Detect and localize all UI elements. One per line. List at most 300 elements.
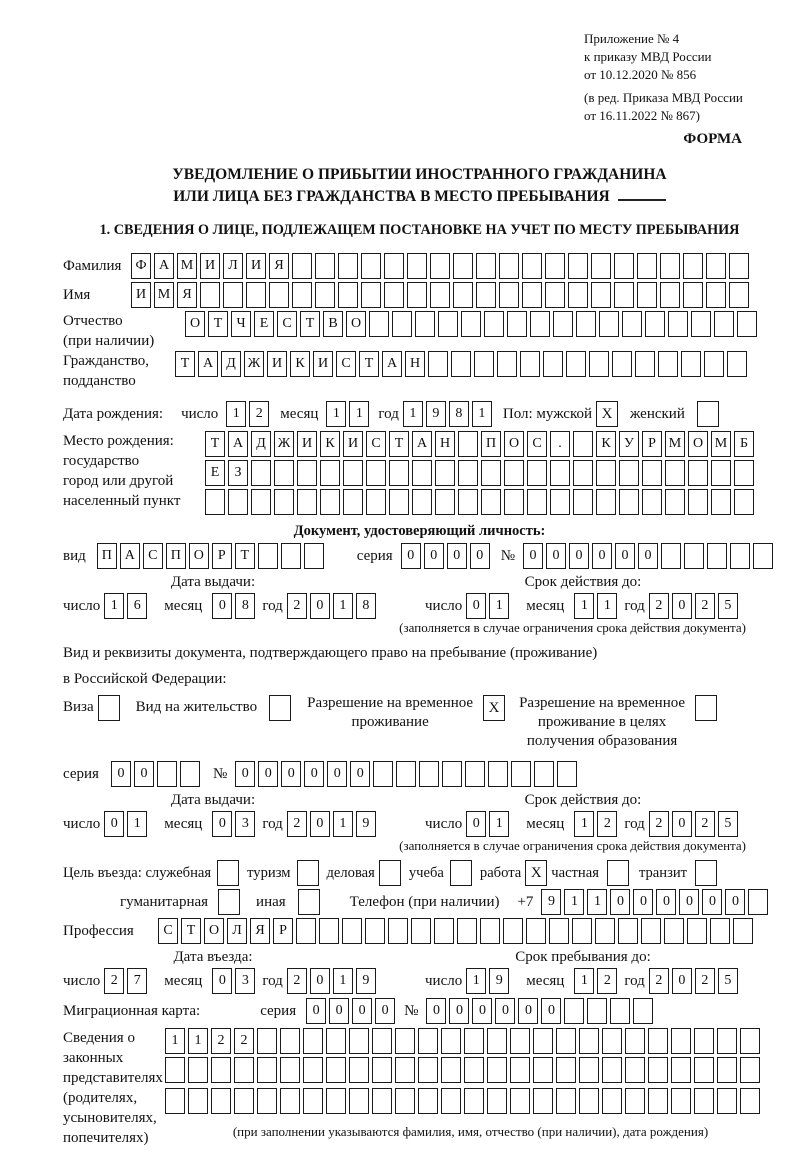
char-cell[interactable]: С	[366, 431, 386, 457]
identity-issue-year-cells[interactable]	[287, 593, 379, 619]
char-cell[interactable]	[205, 489, 225, 515]
surname-cells[interactable]	[131, 253, 752, 279]
char-cell[interactable]: 1	[489, 811, 509, 837]
char-cell[interactable]	[641, 918, 661, 944]
char-cell[interactable]: 0	[134, 761, 154, 787]
char-cell[interactable]: О	[185, 311, 205, 337]
char-cell[interactable]	[349, 1028, 369, 1054]
char-cell[interactable]	[625, 1088, 645, 1114]
checkbox-residence-permit[interactable]	[269, 695, 291, 721]
char-cell[interactable]	[503, 918, 523, 944]
char-cell[interactable]: 0	[424, 543, 444, 569]
char-cell[interactable]	[683, 253, 703, 279]
char-cell[interactable]: И	[246, 253, 266, 279]
char-cell[interactable]: 1	[326, 401, 346, 427]
char-cell[interactable]	[717, 1088, 737, 1114]
migration-card-series-cells[interactable]	[306, 998, 398, 1024]
char-cell[interactable]	[338, 253, 358, 279]
char-cell[interactable]: 0	[592, 543, 612, 569]
char-cell[interactable]	[507, 311, 527, 337]
char-cell[interactable]: О	[504, 431, 524, 457]
char-cell[interactable]	[688, 489, 708, 515]
char-cell[interactable]: 2	[597, 968, 617, 994]
char-cell[interactable]: .	[550, 431, 570, 457]
char-cell[interactable]	[228, 489, 248, 515]
char-cell[interactable]	[497, 351, 517, 377]
char-cell[interactable]	[688, 460, 708, 486]
char-cell[interactable]	[579, 1028, 599, 1054]
char-cell[interactable]	[530, 311, 550, 337]
char-cell[interactable]: Я	[269, 253, 289, 279]
representatives-cells-row2[interactable]	[165, 1057, 763, 1083]
char-cell[interactable]: 0	[569, 543, 589, 569]
char-cell[interactable]	[694, 1057, 714, 1083]
stay-until-day-cells[interactable]	[466, 968, 512, 994]
char-cell[interactable]: Е	[205, 460, 225, 486]
char-cell[interactable]: 0	[672, 593, 692, 619]
char-cell[interactable]	[246, 282, 266, 308]
char-cell[interactable]	[614, 282, 634, 308]
char-cell[interactable]	[389, 489, 409, 515]
char-cell[interactable]	[671, 1057, 691, 1083]
char-cell[interactable]: 2	[104, 968, 124, 994]
char-cell[interactable]	[303, 1057, 323, 1083]
char-cell[interactable]: 8	[449, 401, 469, 427]
char-cell[interactable]	[366, 489, 386, 515]
char-cell[interactable]	[740, 1028, 760, 1054]
char-cell[interactable]: Т	[208, 311, 228, 337]
char-cell[interactable]: 0	[104, 811, 124, 837]
char-cell[interactable]	[504, 460, 524, 486]
char-cell[interactable]: 0	[212, 968, 232, 994]
char-cell[interactable]	[661, 543, 681, 569]
char-cell[interactable]: 0	[310, 593, 330, 619]
char-cell[interactable]	[573, 460, 593, 486]
char-cell[interactable]: 1	[574, 968, 594, 994]
char-cell[interactable]	[527, 460, 547, 486]
char-cell[interactable]: С	[527, 431, 547, 457]
char-cell[interactable]: 0	[212, 593, 232, 619]
char-cell[interactable]	[430, 253, 450, 279]
char-cell[interactable]	[315, 253, 335, 279]
stay-until-year-cells[interactable]	[649, 968, 741, 994]
char-cell[interactable]	[734, 460, 754, 486]
char-cell[interactable]	[614, 253, 634, 279]
char-cell[interactable]	[274, 460, 294, 486]
char-cell[interactable]	[556, 1088, 576, 1114]
char-cell[interactable]	[527, 489, 547, 515]
identity-doc-number-cells[interactable]	[523, 543, 776, 569]
char-cell[interactable]	[714, 311, 734, 337]
char-cell[interactable]	[549, 918, 569, 944]
char-cell[interactable]: Т	[300, 311, 320, 337]
char-cell[interactable]	[664, 918, 684, 944]
char-cell[interactable]	[315, 282, 335, 308]
char-cell[interactable]	[428, 351, 448, 377]
phone-digit-cells[interactable]	[541, 889, 771, 915]
char-cell[interactable]: С	[336, 351, 356, 377]
char-cell[interactable]	[633, 998, 653, 1024]
char-cell[interactable]	[684, 543, 704, 569]
char-cell[interactable]: 0	[672, 811, 692, 837]
char-cell[interactable]	[165, 1088, 185, 1114]
char-cell[interactable]	[280, 1088, 300, 1114]
char-cell[interactable]: 2	[211, 1028, 231, 1054]
checkbox-male[interactable]: X	[596, 401, 618, 427]
profession-cells[interactable]	[158, 918, 756, 944]
char-cell[interactable]	[319, 918, 339, 944]
char-cell[interactable]: 0	[472, 998, 492, 1024]
checkbox-purpose-private[interactable]	[607, 860, 629, 886]
char-cell[interactable]	[511, 761, 531, 787]
char-cell[interactable]: П	[97, 543, 117, 569]
char-cell[interactable]	[587, 998, 607, 1024]
char-cell[interactable]	[740, 1057, 760, 1083]
char-cell[interactable]	[342, 918, 362, 944]
checkbox-temp-residence-permit[interactable]: X	[483, 695, 505, 721]
char-cell[interactable]	[326, 1057, 346, 1083]
char-cell[interactable]	[704, 351, 724, 377]
identity-doc-series-cells[interactable]	[401, 543, 493, 569]
char-cell[interactable]	[211, 1088, 231, 1114]
char-cell[interactable]	[365, 918, 385, 944]
char-cell[interactable]: 9	[356, 968, 376, 994]
checkbox-purpose-business[interactable]	[379, 860, 401, 886]
char-cell[interactable]	[372, 1088, 392, 1114]
char-cell[interactable]	[642, 489, 662, 515]
char-cell[interactable]	[372, 1028, 392, 1054]
char-cell[interactable]	[706, 282, 726, 308]
char-cell[interactable]	[251, 460, 271, 486]
char-cell[interactable]	[717, 1028, 737, 1054]
stay-until-month-cells[interactable]	[574, 968, 620, 994]
char-cell[interactable]	[464, 1028, 484, 1054]
char-cell[interactable]	[510, 1028, 530, 1054]
char-cell[interactable]	[188, 1057, 208, 1083]
char-cell[interactable]: 0	[401, 543, 421, 569]
char-cell[interactable]	[576, 311, 596, 337]
char-cell[interactable]	[343, 489, 363, 515]
char-cell[interactable]	[292, 282, 312, 308]
char-cell[interactable]	[303, 1028, 323, 1054]
char-cell[interactable]	[625, 1028, 645, 1054]
char-cell[interactable]	[694, 1028, 714, 1054]
char-cell[interactable]: 1	[165, 1028, 185, 1054]
char-cell[interactable]	[619, 489, 639, 515]
birth-month-cells[interactable]	[326, 401, 372, 427]
char-cell[interactable]	[648, 1028, 668, 1054]
char-cell[interactable]: Т	[359, 351, 379, 377]
char-cell[interactable]	[748, 889, 768, 915]
char-cell[interactable]: 0	[375, 998, 395, 1024]
char-cell[interactable]: 0	[350, 761, 370, 787]
char-cell[interactable]: 0	[518, 998, 538, 1024]
char-cell[interactable]: О	[189, 543, 209, 569]
char-cell[interactable]: 2	[287, 811, 307, 837]
char-cell[interactable]	[338, 282, 358, 308]
char-cell[interactable]: Ж	[244, 351, 264, 377]
char-cell[interactable]: 9	[541, 889, 561, 915]
char-cell[interactable]: 1	[597, 593, 617, 619]
char-cell[interactable]	[683, 282, 703, 308]
char-cell[interactable]: 0	[426, 998, 446, 1024]
char-cell[interactable]: 9	[489, 968, 509, 994]
char-cell[interactable]: 0	[449, 998, 469, 1024]
char-cell[interactable]: К	[290, 351, 310, 377]
char-cell[interactable]	[476, 282, 496, 308]
char-cell[interactable]: А	[382, 351, 402, 377]
char-cell[interactable]: 0	[329, 998, 349, 1024]
char-cell[interactable]: 1	[403, 401, 423, 427]
char-cell[interactable]	[660, 253, 680, 279]
char-cell[interactable]	[645, 311, 665, 337]
char-cell[interactable]	[637, 253, 657, 279]
char-cell[interactable]	[499, 282, 519, 308]
char-cell[interactable]	[326, 1088, 346, 1114]
char-cell[interactable]	[304, 543, 324, 569]
char-cell[interactable]	[602, 1057, 622, 1083]
char-cell[interactable]	[753, 543, 773, 569]
char-cell[interactable]	[557, 761, 577, 787]
char-cell[interactable]: 0	[541, 998, 561, 1024]
char-cell[interactable]: Л	[227, 918, 247, 944]
char-cell[interactable]: Я	[177, 282, 197, 308]
char-cell[interactable]: 5	[718, 593, 738, 619]
char-cell[interactable]	[550, 489, 570, 515]
checkbox-visa[interactable]	[98, 695, 120, 721]
char-cell[interactable]	[303, 1088, 323, 1114]
char-cell[interactable]: А	[228, 431, 248, 457]
char-cell[interactable]	[668, 311, 688, 337]
char-cell[interactable]	[366, 460, 386, 486]
char-cell[interactable]	[566, 351, 586, 377]
char-cell[interactable]	[361, 253, 381, 279]
char-cell[interactable]: С	[277, 311, 297, 337]
char-cell[interactable]	[395, 1028, 415, 1054]
char-cell[interactable]: 0	[725, 889, 745, 915]
char-cell[interactable]	[733, 918, 753, 944]
checkbox-purpose-official[interactable]	[217, 860, 239, 886]
char-cell[interactable]	[392, 311, 412, 337]
char-cell[interactable]: И	[131, 282, 151, 308]
char-cell[interactable]	[533, 1028, 553, 1054]
char-cell[interactable]	[292, 253, 312, 279]
char-cell[interactable]: П	[166, 543, 186, 569]
char-cell[interactable]	[610, 998, 630, 1024]
char-cell[interactable]	[419, 761, 439, 787]
char-cell[interactable]: Р	[273, 918, 293, 944]
char-cell[interactable]: И	[200, 253, 220, 279]
char-cell[interactable]	[734, 489, 754, 515]
char-cell[interactable]	[487, 1028, 507, 1054]
char-cell[interactable]	[474, 351, 494, 377]
identity-issue-day-cells[interactable]	[104, 593, 150, 619]
char-cell[interactable]: 0	[466, 593, 486, 619]
char-cell[interactable]: А	[120, 543, 140, 569]
char-cell[interactable]	[637, 282, 657, 308]
char-cell[interactable]: Н	[435, 431, 455, 457]
char-cell[interactable]: 2	[597, 811, 617, 837]
char-cell[interactable]	[464, 1088, 484, 1114]
char-cell[interactable]	[707, 543, 727, 569]
char-cell[interactable]: И	[297, 431, 317, 457]
migration-card-number-cells[interactable]	[426, 998, 656, 1024]
char-cell[interactable]	[373, 761, 393, 787]
char-cell[interactable]	[326, 1028, 346, 1054]
char-cell[interactable]: 9	[426, 401, 446, 427]
char-cell[interactable]: Т	[205, 431, 225, 457]
char-cell[interactable]	[369, 311, 389, 337]
char-cell[interactable]: 3	[235, 811, 255, 837]
char-cell[interactable]	[269, 282, 289, 308]
char-cell[interactable]	[280, 1057, 300, 1083]
char-cell[interactable]: 0	[523, 543, 543, 569]
char-cell[interactable]: Б	[734, 431, 754, 457]
checkbox-edu-residence-permit[interactable]	[695, 695, 717, 721]
char-cell[interactable]	[349, 1057, 369, 1083]
char-cell[interactable]: 1	[349, 401, 369, 427]
char-cell[interactable]: Р	[212, 543, 232, 569]
char-cell[interactable]: Т	[235, 543, 255, 569]
checkbox-purpose-humanitarian[interactable]	[218, 889, 240, 915]
representatives-cells-row3[interactable]	[165, 1088, 763, 1114]
char-cell[interactable]: О	[204, 918, 224, 944]
char-cell[interactable]: 0	[610, 889, 630, 915]
char-cell[interactable]: 0	[258, 761, 278, 787]
char-cell[interactable]: 2	[695, 811, 715, 837]
char-cell[interactable]: 2	[649, 968, 669, 994]
checkbox-purpose-other[interactable]	[298, 889, 320, 915]
char-cell[interactable]	[458, 431, 478, 457]
char-cell[interactable]	[343, 460, 363, 486]
char-cell[interactable]	[458, 460, 478, 486]
char-cell[interactable]	[457, 918, 477, 944]
char-cell[interactable]: 2	[695, 968, 715, 994]
patronymic-cells[interactable]	[185, 311, 760, 337]
char-cell[interactable]	[711, 460, 731, 486]
char-cell[interactable]	[297, 460, 317, 486]
char-cell[interactable]: 0	[470, 543, 490, 569]
char-cell[interactable]	[234, 1057, 254, 1083]
char-cell[interactable]	[568, 253, 588, 279]
char-cell[interactable]	[465, 761, 485, 787]
char-cell[interactable]	[665, 460, 685, 486]
char-cell[interactable]: 0	[615, 543, 635, 569]
char-cell[interactable]	[556, 1028, 576, 1054]
char-cell[interactable]	[622, 311, 642, 337]
char-cell[interactable]: Р	[642, 431, 662, 457]
char-cell[interactable]: В	[323, 311, 343, 337]
char-cell[interactable]	[453, 282, 473, 308]
char-cell[interactable]: 0	[111, 761, 131, 787]
char-cell[interactable]	[389, 460, 409, 486]
citizenship-cells[interactable]	[175, 351, 750, 377]
char-cell[interactable]	[618, 918, 638, 944]
char-cell[interactable]: 9	[356, 811, 376, 837]
char-cell[interactable]	[320, 489, 340, 515]
char-cell[interactable]	[694, 1088, 714, 1114]
char-cell[interactable]	[595, 918, 615, 944]
char-cell[interactable]: Е	[254, 311, 274, 337]
char-cell[interactable]	[418, 1057, 438, 1083]
char-cell[interactable]	[635, 351, 655, 377]
char-cell[interactable]	[412, 489, 432, 515]
char-cell[interactable]: К	[596, 431, 616, 457]
char-cell[interactable]	[665, 489, 685, 515]
char-cell[interactable]: 0	[212, 811, 232, 837]
char-cell[interactable]	[533, 1057, 553, 1083]
char-cell[interactable]: 5	[718, 968, 738, 994]
char-cell[interactable]	[625, 1057, 645, 1083]
char-cell[interactable]	[573, 431, 593, 457]
char-cell[interactable]	[520, 351, 540, 377]
char-cell[interactable]	[510, 1088, 530, 1114]
char-cell[interactable]	[522, 253, 542, 279]
char-cell[interactable]	[543, 351, 563, 377]
char-cell[interactable]	[441, 1057, 461, 1083]
char-cell[interactable]: 0	[306, 998, 326, 1024]
char-cell[interactable]	[258, 543, 278, 569]
char-cell[interactable]	[480, 918, 500, 944]
char-cell[interactable]	[442, 761, 462, 787]
residence-issue-month-cells[interactable]	[212, 811, 258, 837]
char-cell[interactable]	[481, 489, 501, 515]
char-cell[interactable]	[281, 543, 301, 569]
char-cell[interactable]	[234, 1088, 254, 1114]
char-cell[interactable]: 1	[188, 1028, 208, 1054]
identity-valid-day-cells[interactable]	[466, 593, 512, 619]
identity-doc-kind-cells[interactable]	[97, 543, 327, 569]
char-cell[interactable]	[717, 1057, 737, 1083]
char-cell[interactable]	[407, 253, 427, 279]
birth-place-cells-row1[interactable]	[205, 431, 757, 457]
char-cell[interactable]: М	[177, 253, 197, 279]
char-cell[interactable]: 1	[104, 593, 124, 619]
char-cell[interactable]	[384, 253, 404, 279]
birth-year-cells[interactable]	[403, 401, 495, 427]
checkbox-female[interactable]	[697, 401, 719, 427]
char-cell[interactable]	[671, 1028, 691, 1054]
char-cell[interactable]	[296, 918, 316, 944]
char-cell[interactable]	[320, 460, 340, 486]
char-cell[interactable]: 1	[127, 811, 147, 837]
char-cell[interactable]	[573, 489, 593, 515]
char-cell[interactable]: 0	[638, 543, 658, 569]
entry-month-cells[interactable]	[212, 968, 258, 994]
char-cell[interactable]: 0	[672, 968, 692, 994]
checkbox-purpose-transit[interactable]	[695, 860, 717, 886]
char-cell[interactable]	[223, 282, 243, 308]
char-cell[interactable]	[499, 253, 519, 279]
char-cell[interactable]: 0	[327, 761, 347, 787]
char-cell[interactable]: С	[143, 543, 163, 569]
char-cell[interactable]: 0	[546, 543, 566, 569]
char-cell[interactable]: 2	[249, 401, 269, 427]
char-cell[interactable]	[545, 282, 565, 308]
char-cell[interactable]	[434, 918, 454, 944]
representatives-cells-row1[interactable]	[165, 1028, 763, 1054]
char-cell[interactable]	[430, 282, 450, 308]
char-cell[interactable]	[599, 311, 619, 337]
residence-doc-number-cells[interactable]	[235, 761, 580, 787]
char-cell[interactable]: 0	[352, 998, 372, 1024]
residence-doc-series-cells[interactable]	[111, 761, 203, 787]
given-name-cells[interactable]	[131, 282, 752, 308]
char-cell[interactable]: 2	[287, 968, 307, 994]
char-cell[interactable]	[464, 1057, 484, 1083]
char-cell[interactable]	[200, 282, 220, 308]
char-cell[interactable]	[257, 1088, 277, 1114]
